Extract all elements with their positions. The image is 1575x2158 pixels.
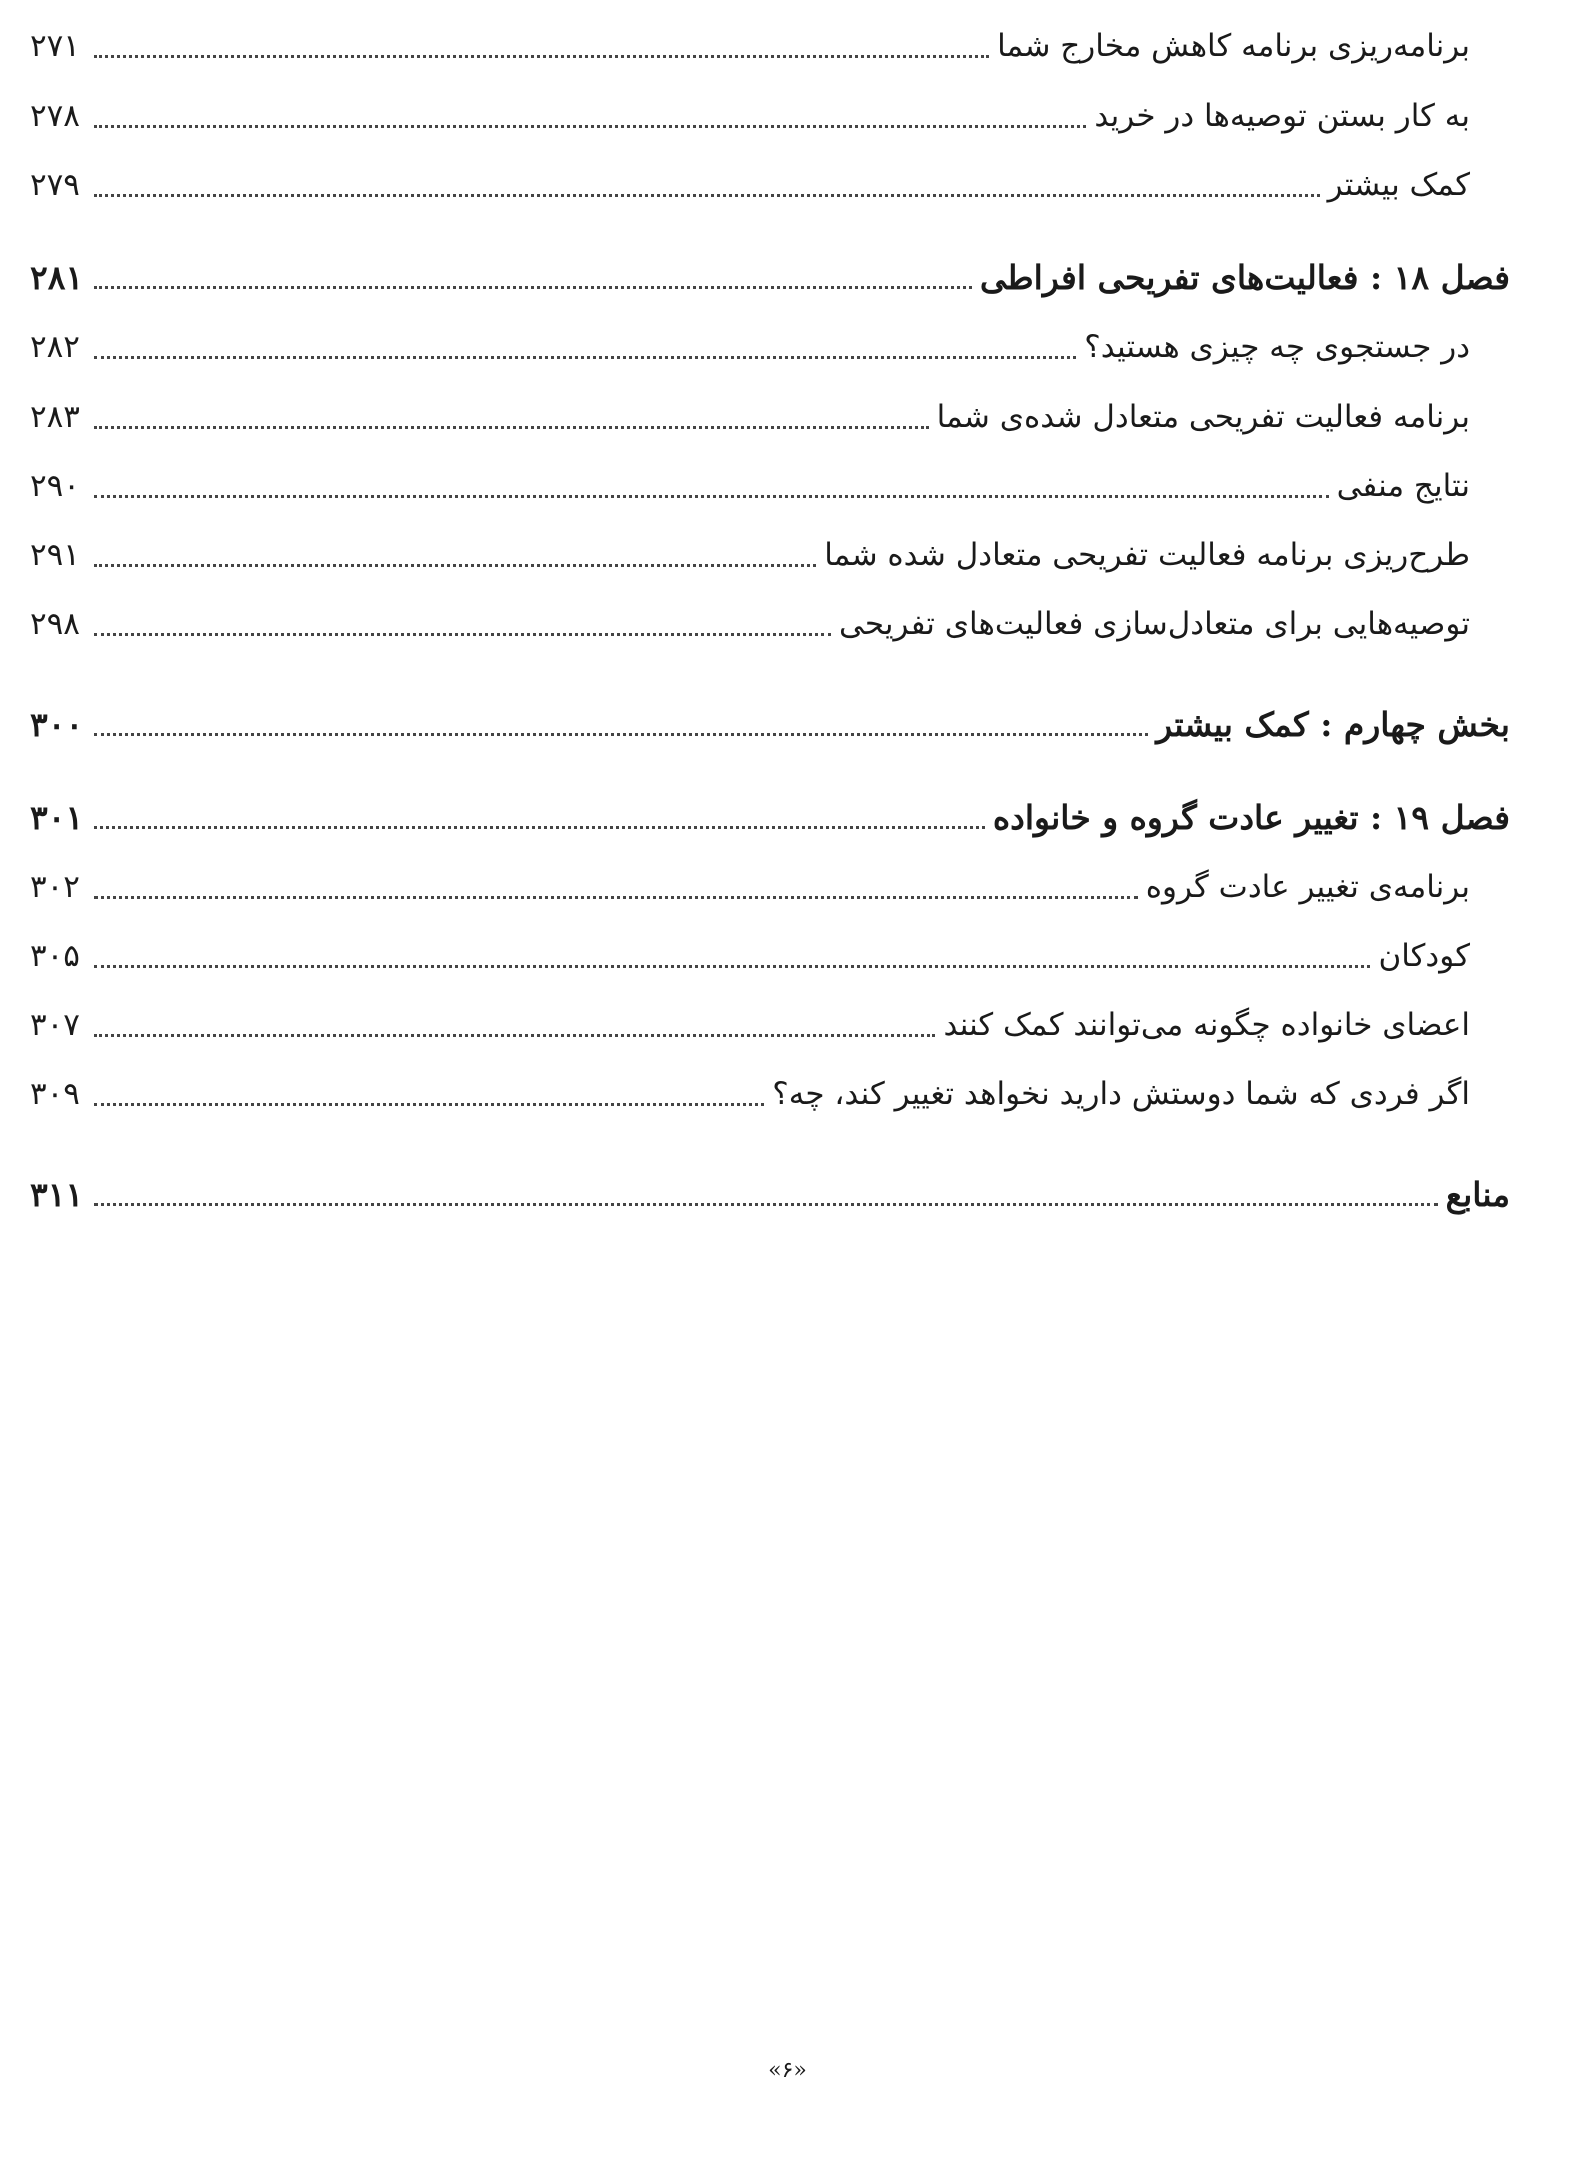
- toc-entry-title: توصیه‌هایی برای متعادل‌سازی فعالیت‌های تفریحی: [839, 606, 1470, 642]
- dot-leader: [94, 633, 831, 636]
- toc-entry-page: ۳۰۰: [30, 704, 84, 744]
- toc-entry-page: ۳۰۷: [30, 1007, 80, 1043]
- toc-entry-title: اعضای خانواده چگونه می‌توانند کمک کنند: [943, 1007, 1470, 1043]
- toc-entry-page: ۳۰۵: [30, 938, 80, 974]
- dot-leader: [94, 426, 929, 429]
- dot-leader: [94, 896, 1138, 899]
- toc-chapter-heading: [30, 247, 1510, 307]
- toc-entry-title: اگر فردی که شما دوستش دارید نخواهد تغییر کند، چه؟: [772, 1076, 1470, 1112]
- toc-entry-title: برنامه فعالیت تفریحی متعادل شده‌ی شما: [936, 399, 1470, 435]
- toc-entry-title: کمک بیشتر: [1327, 167, 1470, 203]
- dot-leader: [94, 1103, 764, 1106]
- toc-entry-title: منابع: [1445, 1174, 1510, 1214]
- toc-entry-title: فصل ۱۸ : فعالیت‌های تفریحی افراطی: [979, 257, 1510, 297]
- toc-entry-title: طرح‌ریزی برنامه فعالیت تفریحی متعادل شده شما: [824, 537, 1470, 573]
- toc-entry: [30, 594, 1510, 654]
- toc-entry: [30, 525, 1510, 585]
- toc-entry-title: در جستجوی چه چیزی هستید؟: [1084, 329, 1470, 365]
- toc-entry-page: ۲۹۰: [30, 468, 80, 504]
- dot-leader: [94, 286, 972, 289]
- dot-leader: [94, 1034, 935, 1037]
- toc-entry-page: ۲۸۱: [30, 257, 84, 297]
- toc-entry: [30, 857, 1510, 917]
- toc-entry-page: ۲۸۲: [30, 329, 80, 365]
- toc-entry-title: کودکان: [1378, 938, 1470, 974]
- toc-entry-page: ۲۹۱: [30, 537, 80, 573]
- dot-leader: [94, 826, 985, 829]
- toc-entry-page: ۳۰۹: [30, 1076, 80, 1112]
- toc-entry-page: ۲۷۹: [30, 167, 80, 203]
- toc-entry-page: ۳۰۱: [30, 797, 84, 837]
- dot-leader: [94, 495, 1329, 498]
- toc-entry: [30, 16, 1510, 76]
- toc-entry: [30, 926, 1510, 986]
- toc-entry-title: به کار بستن توصیه‌ها در خرید: [1094, 98, 1470, 134]
- toc-entry-title: برنامه‌ریزی برنامه کاهش مخارج شما: [997, 28, 1470, 64]
- toc-part-heading: [30, 694, 1510, 754]
- dot-leader: [94, 965, 1370, 968]
- dot-leader: [94, 1203, 1438, 1206]
- toc-entry-title: بخش چهارم : کمک بیشتر: [1156, 704, 1510, 744]
- toc-entry-title: نتایج منفی: [1336, 468, 1470, 504]
- dot-leader: [94, 194, 1320, 197]
- dot-leader: [94, 356, 1076, 359]
- toc-entry: [30, 155, 1510, 215]
- toc-entry-page: ۲۸۳: [30, 399, 80, 435]
- toc-entry-page: ۳۰۲: [30, 869, 80, 905]
- dot-leader: [94, 564, 816, 567]
- toc-entry: [30, 1064, 1510, 1124]
- toc-entry: [30, 387, 1510, 447]
- toc-entry-title: فصل ۱۹ : تغییر عادت گروه و خانواده: [992, 797, 1510, 837]
- dot-leader: [94, 55, 989, 58]
- toc-entry: [30, 86, 1510, 146]
- toc-entry: [30, 456, 1510, 516]
- toc-section-heading: [30, 1164, 1510, 1224]
- toc-chapter-heading: [30, 787, 1510, 847]
- dot-leader: [94, 125, 1086, 128]
- toc-entry-page: ۲۷۱: [30, 28, 80, 64]
- toc-entry: [30, 317, 1510, 377]
- toc-entry-page: ۲۷۸: [30, 98, 80, 134]
- dot-leader: [94, 733, 1148, 736]
- toc-entry-title: برنامه‌ی تغییر عادت گروه: [1145, 869, 1470, 905]
- page-number: «۶»: [768, 2058, 807, 2083]
- toc-entry: [30, 995, 1510, 1055]
- toc-entry-page: ۲۹۸: [30, 606, 80, 642]
- toc-entry-page: ۳۱۱: [30, 1174, 84, 1214]
